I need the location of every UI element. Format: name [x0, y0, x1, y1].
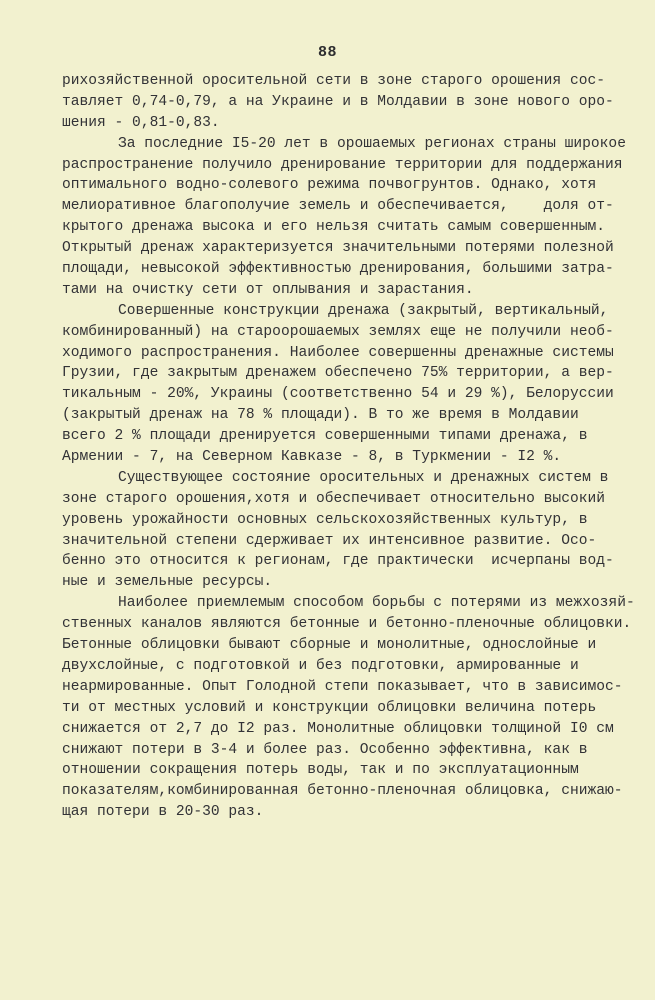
text-line: крытого дренажа высока и его нельзя считать самым совершенным. — [62, 219, 605, 236]
text-line: тами на очистку сети от оплывания и зарастания. — [62, 281, 474, 298]
text-line: Существующее состояние оросительных и дренажных систем в — [118, 469, 609, 486]
text-line: зоне старого орошения,хотя и обеспечивает относительно высокий — [62, 490, 605, 507]
text-line: Открытый дренаж характеризуется значительными потерями полезной — [62, 240, 614, 257]
text-line: комбинированный) на староорошаемых землях еще не получили необ- — [62, 323, 614, 340]
text-line: неармированные. Опыт Голодной степи показывает, что в зависимос- — [62, 678, 623, 695]
text-line: рихозяйственной оросительной сети в зоне старого орошения сос- — [62, 73, 605, 89]
text-line: щая потери в 20-30 раз. — [62, 804, 264, 821]
text-line: Наиболее приемлемым способом борьбы с потерями из межхозяй- — [118, 595, 635, 612]
text-line: (закрытый дренаж на 78 % площади). В то же время в Молдавии — [62, 407, 579, 424]
body-text — [62, 71, 635, 823]
text-line: Армении - 7, на Северном Кавказе - 8, в Туркмении - I2 %. — [62, 449, 562, 466]
text-line: За последние I5-20 лет в орошаемых регионах страны широкое — [118, 135, 626, 152]
text-line: Грузии, где закрытым дренажем обеспечено 75% территории, а вер- — [62, 365, 614, 382]
text-line: отношении сокращения потерь воды, так и по эксплуатационным — [62, 762, 579, 779]
text-line: бенно это относится к регионам, где практически исчерпаны вод- — [62, 553, 614, 570]
text-line: показателям,комбинированная бетонно-пленочная облицовка, снижаю- — [62, 783, 623, 800]
text-line: Бетонные облицовки бывают сборные и монолитные, однослойные и — [62, 637, 597, 654]
text-line: ственных каналов являются бетонные и бетонно-пленочные облицовки. — [62, 616, 632, 633]
text-line: значительной степени сдерживает их интенсивное развитие. Осо- — [62, 532, 597, 549]
text-line: ти от местных условий и конструкции облицовки величина потерь — [62, 699, 597, 716]
page-number: 88 — [317, 44, 337, 61]
text-line: тавляет 0,74-0,79, а на Украине и в Молдавии в зоне нового оро- — [62, 93, 614, 110]
text-line: оптимального водно-солевого режима почвогрунтов. Однако, хотя — [62, 177, 597, 194]
text-line: Совершенные конструкции дренажа (закрытый, вертикальный, — [118, 302, 609, 319]
text-line: двухслойные, с подготовкой и без подготовки, армированные и — [62, 657, 579, 674]
text-line: всего 2 % площади дренируется совершенными типами дренажа, в — [62, 428, 588, 445]
text-line: распространение получило дренирование территории для поддержания — [62, 156, 623, 173]
text-line: снижают потери в 3-4 и более раз. Особенно эффективна, как в — [62, 741, 588, 758]
text-line: ходимого распространения. Наиболее совершенны дренажные системы — [62, 344, 614, 361]
text-line: снижается от 2,7 до I2 раз. Монолитные облицовки толщиной I0 см — [62, 720, 614, 737]
text-line: площади, невысокой эффективностью дренирования, большими затра- — [62, 261, 614, 278]
text-line: ные и земельные ресурсы. — [62, 574, 273, 591]
text-line: мелиоративное благополучие земель и обеспечивается, доля от- — [62, 198, 614, 215]
text-line: уровень урожайности основных сельскохозяйственных культур, в — [62, 511, 588, 528]
text-line: шения - 0,81-0,83. — [62, 114, 220, 131]
text-line: тикальным - 20%, Украины (соответственно 54 и 29 %), Белоруссии — [62, 386, 614, 403]
